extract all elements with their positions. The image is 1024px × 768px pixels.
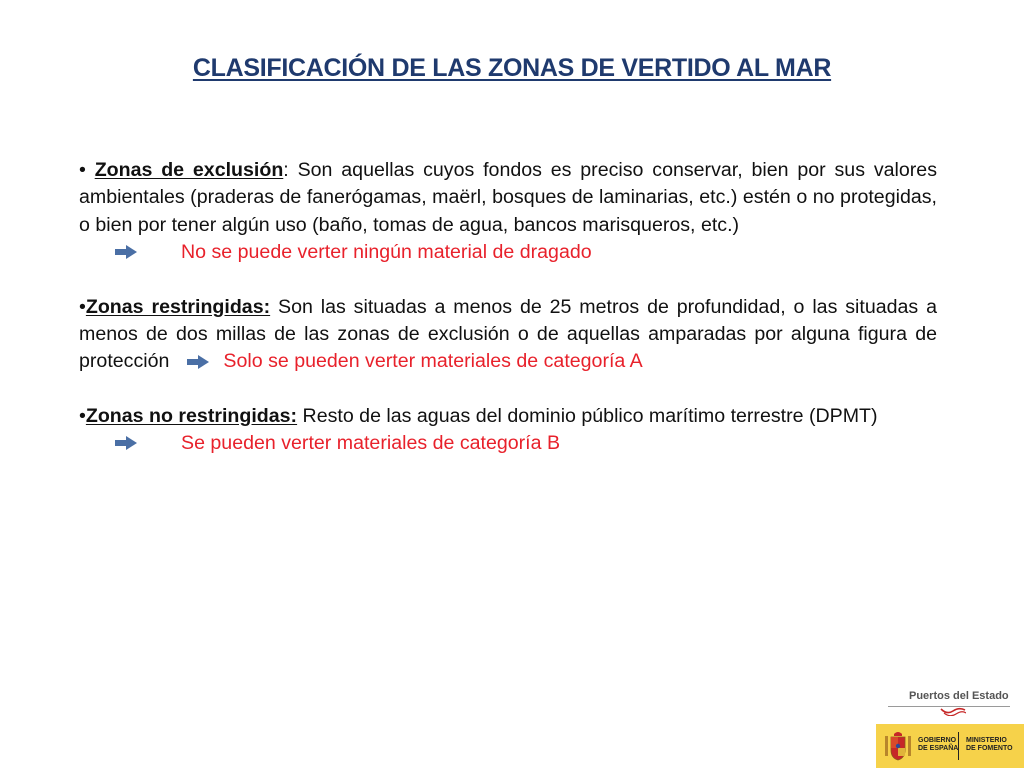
zone-description: Resto de las aguas del dominio público marítimo terrestre (DPMT)	[302, 404, 878, 427]
zone-description: Son las situadas a menos de 25 metros de profundidad, o las situadas a menos de dos millas de las zonas de exclusión o de aquellas amparadas por alguna figura de protección	[79, 295, 937, 373]
list-item-restricted	[79, 294, 937, 376]
zone-description: Son aquellas cuyos fondos es preciso conservar, bien por sus valores ambientales (praderas de fanerógamas, maërl, bosques de laminarias, etc.) estén o no protegidas, o bien por tener algún uso (baño, tomas de agua, bancos marisqueros, etc.)	[79, 159, 937, 236]
zone-result: Se pueden verter materiales de categoría B	[181, 432, 561, 455]
bullet: •	[79, 295, 86, 318]
gobierno-label: GOBIERNO DE ESPAÑA	[918, 737, 959, 752]
zone-result: Solo se pueden verter materiales de categoría A	[223, 350, 643, 373]
wave-icon	[940, 706, 966, 716]
right-arrow-icon	[187, 355, 209, 369]
result-line	[79, 430, 937, 457]
right-arrow-icon	[115, 436, 137, 450]
coat-of-arms-icon	[884, 730, 912, 762]
bullet: •	[79, 404, 86, 427]
page-title: CLASIFICACIÓN DE LAS ZONAS DE VERTIDO AL MAR	[192, 54, 832, 82]
zone-term: Zonas restringidas:	[85, 295, 271, 318]
zones-list	[79, 157, 937, 458]
list-item-exclusion	[79, 157, 937, 267]
logo-separator	[958, 732, 959, 760]
zone-term: Zonas no restringidas:	[85, 404, 298, 427]
government-logo-bar	[876, 724, 1024, 768]
list-item-unrestricted	[79, 403, 937, 458]
ministerio-label: MINISTERIO DE FOMENTO	[966, 737, 1013, 752]
bullet: •	[79, 159, 95, 181]
result-line	[79, 239, 937, 266]
puertos-del-estado-logo	[888, 688, 1010, 718]
zone-result: No se puede verter ningún material de dragado	[181, 241, 592, 264]
term-separator: :	[283, 159, 298, 181]
puertos-logo-text: Puertos del Estado	[909, 690, 1009, 702]
right-arrow-icon	[115, 245, 137, 259]
term-separator	[270, 296, 278, 318]
zone-term: Zonas de exclusión	[94, 159, 284, 181]
